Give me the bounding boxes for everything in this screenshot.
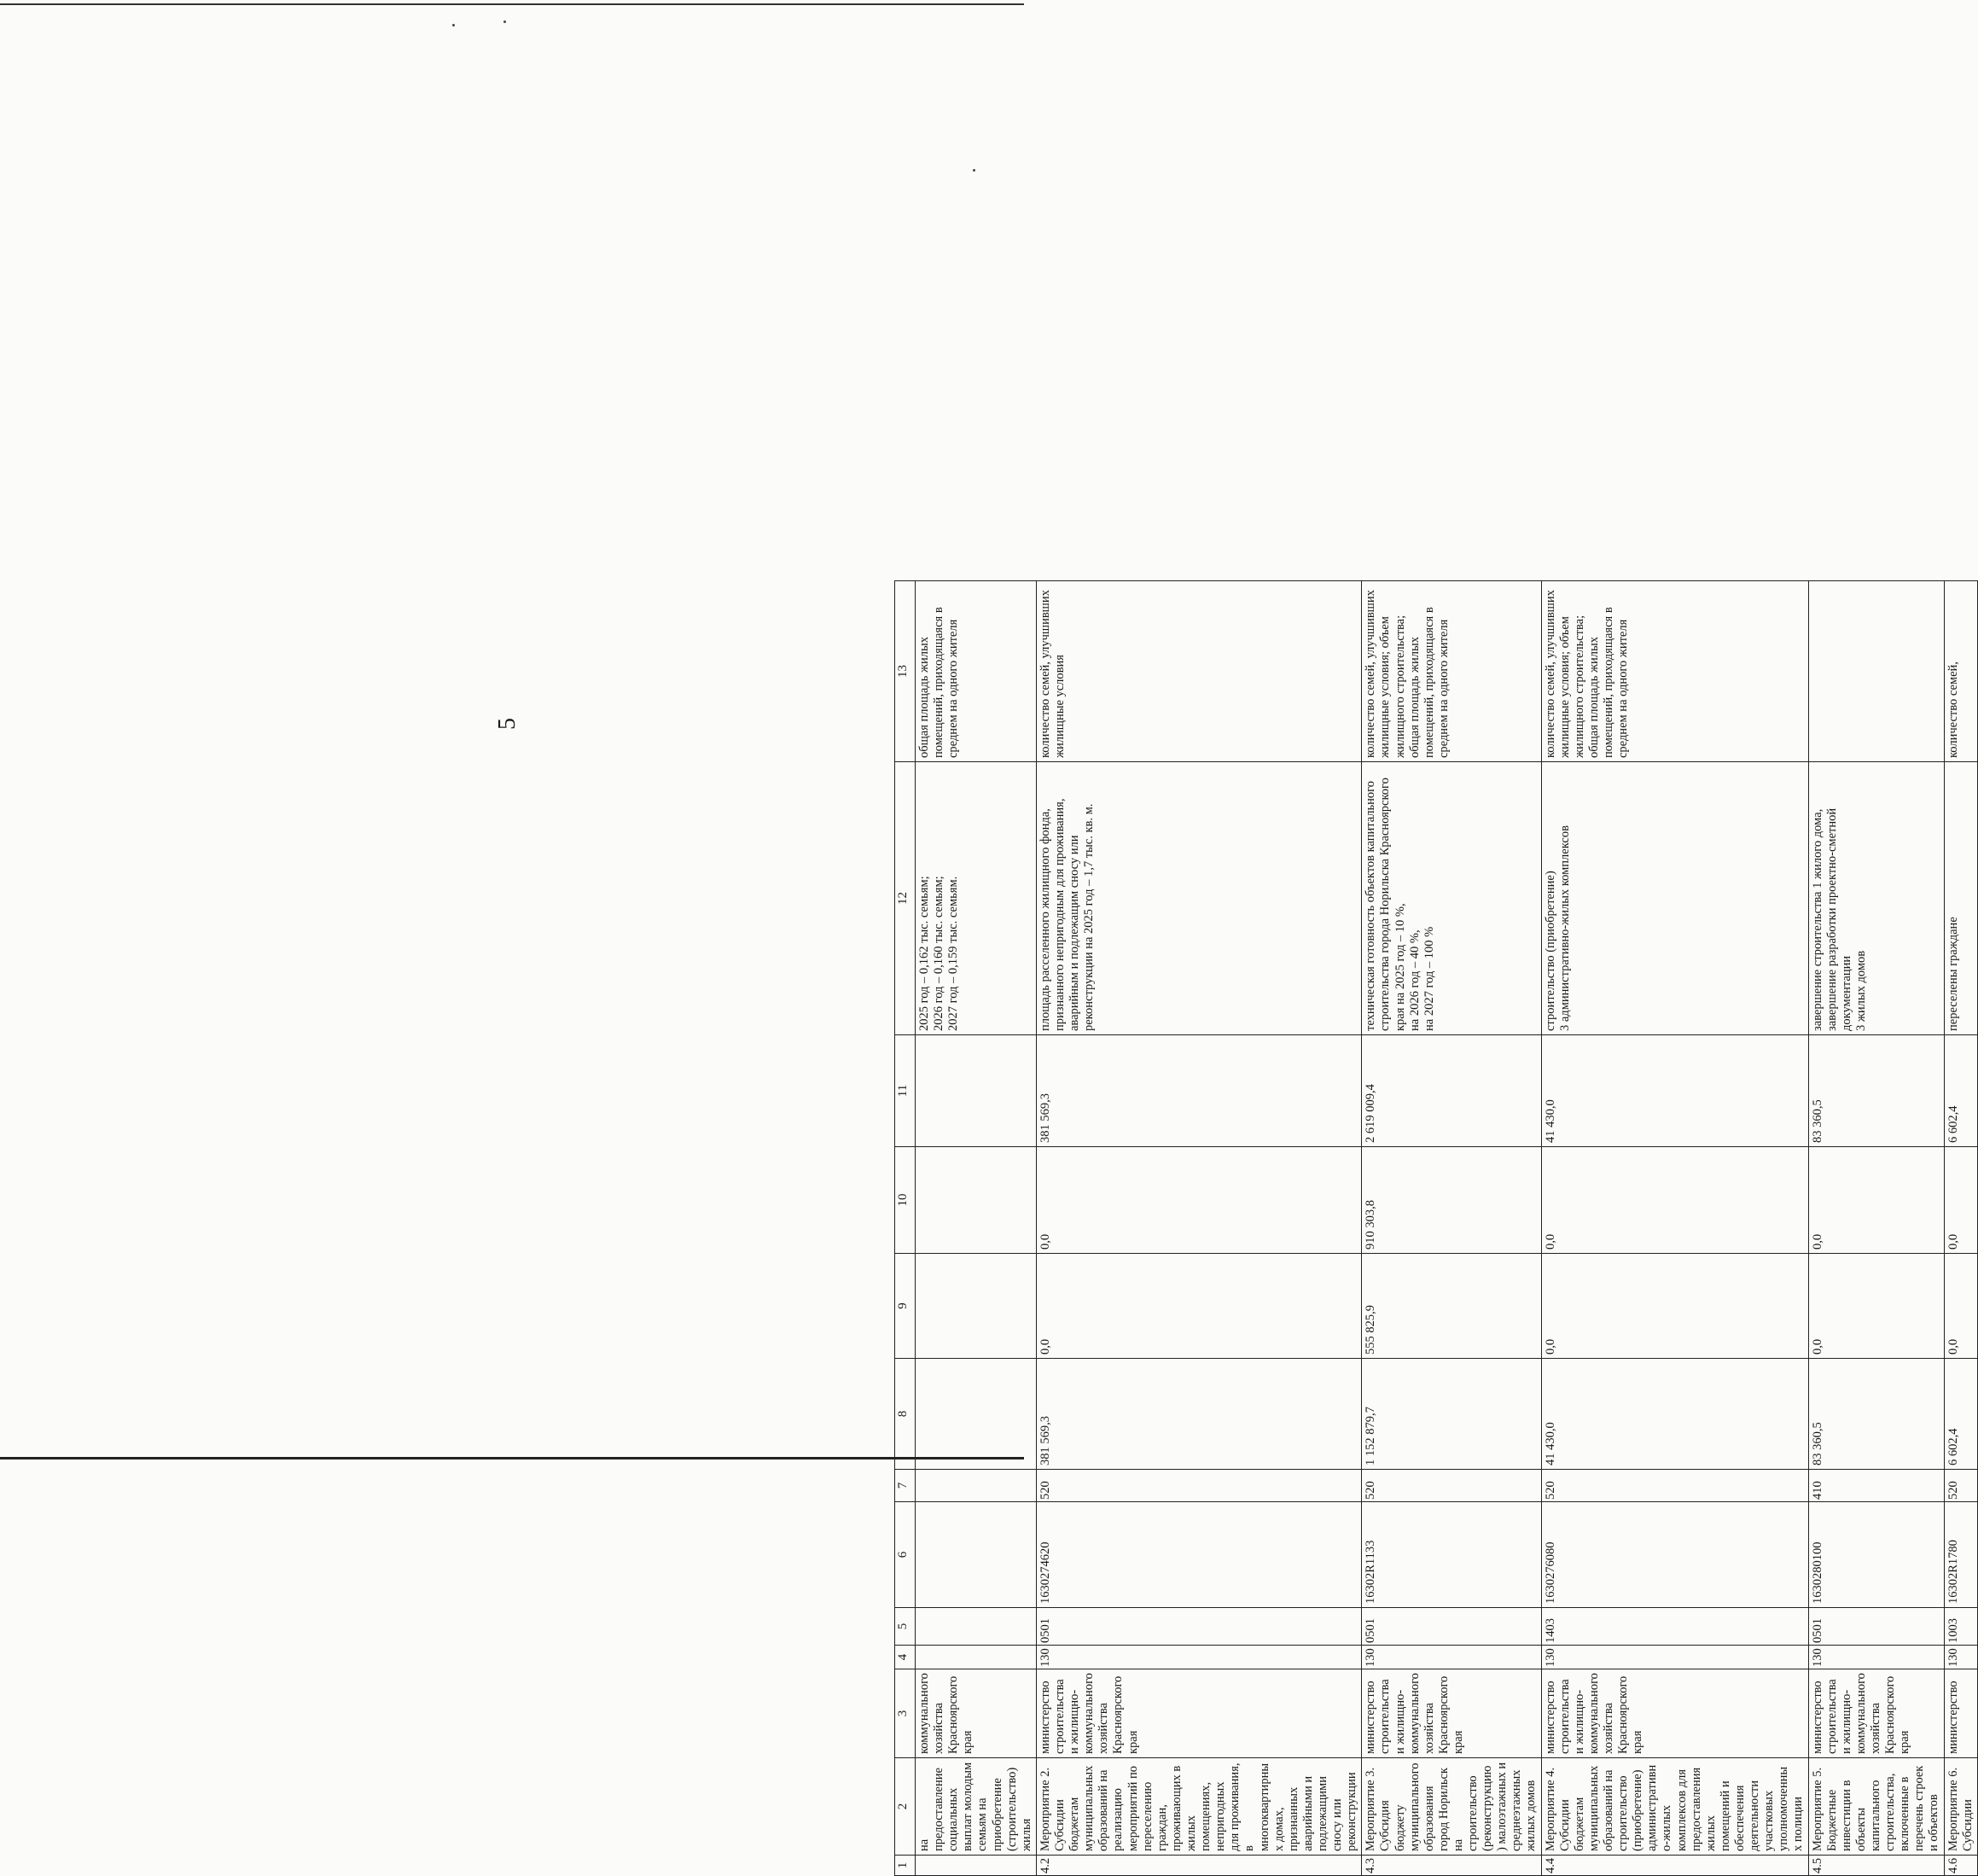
table-row [1036, 581, 1361, 1876]
column-number: 10 [895, 1147, 916, 1254]
row-number [916, 1856, 1037, 1876]
section-code: 1403 [1541, 1608, 1808, 1646]
column-number: 11 [895, 1035, 916, 1147]
budget-code: 130 [1036, 1646, 1361, 1669]
row-number: 4.6 [1944, 1856, 1977, 1876]
table-row [1362, 581, 1541, 1876]
amount-2027: 0,0 [1944, 1147, 1977, 1254]
expense-type-code: 410 [1808, 1470, 1944, 1502]
target-item-code: 16302R1780 [1944, 1502, 1977, 1608]
section-code [916, 1608, 1037, 1646]
amount-2026: 0,0 [1036, 1254, 1361, 1359]
column-number: 13 [895, 581, 916, 762]
section-code: 0501 [1036, 1608, 1361, 1646]
amount-2026: 0,0 [1541, 1254, 1808, 1359]
responsible-executor: министерство строительства и жилищно-коммунального хозяйства Красноярского края [1036, 1669, 1361, 1758]
section-code: 0501 [1362, 1608, 1541, 1646]
expense-type-code: 520 [1362, 1470, 1541, 1502]
program-table [894, 580, 1978, 1876]
expected-result: площадь расселенного жилищного фонда, признанного непригодным для проживания, аварийным и подлежащим сносу или реконструкции на 2025 год – 1,7 тыс. кв. м. [1036, 762, 1361, 1035]
column-number-row [895, 581, 916, 1876]
section-code: 1003 [1944, 1608, 1977, 1646]
budget-code: 130 [1808, 1646, 1944, 1669]
row-number: 4.3 [1362, 1856, 1541, 1876]
expense-type-code: 520 [1944, 1470, 1977, 1502]
target-item-code: 16302R1133 [1362, 1502, 1541, 1608]
measure-name: Мероприятие 5. Бюджетные инвестиции в объекты капитального строительства, включенные в перечень строек и объектов [1808, 1758, 1944, 1856]
amount-2026 [916, 1254, 1037, 1359]
measure-name: на предоставление социальных выплат молодым семьям на приобретение (строительство) жилья [916, 1758, 1037, 1856]
row-number: 4.5 [1808, 1856, 1944, 1876]
column-number: 3 [895, 1669, 916, 1758]
budget-code [916, 1646, 1037, 1669]
table-row [1808, 581, 1944, 1876]
measure-name: Мероприятие 4. Субсидии бюджетам муниципальных образований на строительство (приобретение) административно-жилых комплексов для предоставления жилых помещений и обеспечения деятельности участковых уполномоченных полиции [1541, 1758, 1808, 1856]
scan-speck [973, 169, 975, 172]
column-number: 7 [895, 1470, 916, 1502]
amount-2027 [916, 1147, 1037, 1254]
target-item-code: 1630280100 [1808, 1502, 1944, 1608]
amount-2025: 6 602,4 [1944, 1359, 1977, 1470]
column-number: 9 [895, 1254, 916, 1359]
expected-result: техническая готовность объектов капитального строительства города Норильска Красноярского края на 2025 год – 10 %, на 2026 год – 40 %, на 2027 год – 100 % [1362, 762, 1541, 1035]
amount-2027: 910 303,8 [1362, 1147, 1541, 1254]
amount-2027: 0,0 [1808, 1147, 1944, 1254]
amount-2026: 0,0 [1944, 1254, 1977, 1359]
indicator: количество семей, [1944, 581, 1977, 762]
indicator: количество семей, улучшивших жилищные условия [1036, 581, 1361, 762]
expense-type-code: 520 [1541, 1470, 1808, 1502]
responsible-executor: министерство строительства и жилищно-коммунального хозяйства Красноярского края [1362, 1669, 1541, 1758]
indicator: количество семей, улучшивших жилищные условия; объем жилищного строительства; общая площадь жилых помещений, приходящаяся в среднем на одного жителя [1541, 581, 1808, 762]
column-number: 1 [895, 1856, 916, 1876]
row-number: 4.2 [1036, 1856, 1361, 1876]
amount-2025: 1 152 879,7 [1362, 1359, 1541, 1470]
scan-top-edge [0, 3, 1024, 5]
amount-total [916, 1035, 1037, 1147]
budget-code: 130 [1541, 1646, 1808, 1669]
amount-2025: 83 360,5 [1808, 1359, 1944, 1470]
measure-name: Мероприятие 3. Субсидия бюджету муниципального образования город Норильск на строительство (реконструкцию) малоэтажных и среднеэтажных жилых домов [1362, 1758, 1541, 1856]
amount-total: 83 360,5 [1808, 1035, 1944, 1147]
column-number: 2 [895, 1758, 916, 1856]
responsible-executor: коммунального хозяйства Красноярского края [916, 1669, 1037, 1758]
amount-2026: 555 825,9 [1362, 1254, 1541, 1359]
scan-speck [452, 24, 455, 26]
page-number: 5 [494, 718, 521, 730]
program-table-rotated [894, 581, 1975, 1876]
column-number: 4 [895, 1646, 916, 1669]
row-number: 4.4 [1541, 1856, 1808, 1876]
amount-total: 6 602,4 [1944, 1035, 1977, 1147]
expense-type-code: 520 [1036, 1470, 1361, 1502]
amount-2026: 0,0 [1808, 1254, 1944, 1359]
indicator: общая площадь жилых помещений, приходящаяся в среднем на одного жителя [916, 581, 1037, 762]
indicator: количество семей, улучшивших жилищные условия; объем жилищного строительства; общая площадь жилых помещений, приходящаяся в среднем на одного жителя [1362, 581, 1541, 762]
amount-2027: 0,0 [1541, 1147, 1808, 1254]
expected-result: 2025 год – 0,162 тыс. семьям; 2026 год – 0,160 тыс. семьям; 2027 год – 0,159 тыс. семьям. [916, 762, 1037, 1035]
amount-total: 41 430,0 [1541, 1035, 1808, 1147]
responsible-executor: министерство [1944, 1669, 1977, 1758]
budget-code: 130 [1362, 1646, 1541, 1669]
column-number: 8 [895, 1359, 916, 1470]
table-row [1541, 581, 1808, 1876]
amount-total: 381 569,3 [1036, 1035, 1361, 1147]
column-number: 12 [895, 762, 916, 1035]
responsible-executor: министерство строительства и жилищно-коммунального хозяйства Красноярского края [1808, 1669, 1944, 1758]
budget-code: 130 [1944, 1646, 1977, 1669]
scan-bottom-edge [0, 1457, 1024, 1459]
column-number: 6 [895, 1502, 916, 1608]
target-item-code [916, 1502, 1037, 1608]
section-code: 0501 [1808, 1608, 1944, 1646]
scan-speck [503, 20, 506, 23]
expected-result: строительство (приобретение) 3 административно-жилых комплексов [1541, 762, 1808, 1035]
table-row [1944, 581, 1977, 1876]
amount-total: 2 619 009,4 [1362, 1035, 1541, 1147]
column-number: 5 [895, 1608, 916, 1646]
expense-type-code [916, 1470, 1037, 1502]
amount-2027: 0,0 [1036, 1147, 1361, 1254]
expected-result: завершение строительства 1 жилого дома, завершение разработки проектно-сметной документации 3 жилых домов [1808, 762, 1944, 1035]
responsible-executor: министерство строительства и жилищно-коммунального хозяйства Красноярского края [1541, 1669, 1808, 1758]
target-item-code: 1630276080 [1541, 1502, 1808, 1608]
indicator [1808, 581, 1944, 762]
target-item-code: 1630274620 [1036, 1502, 1361, 1608]
amount-2025: 41 430,0 [1541, 1359, 1808, 1470]
amount-2025 [916, 1359, 1037, 1470]
table-row [916, 581, 1037, 1876]
measure-name: Мероприятие 2. Субсидии бюджетам муниципальных образований на реализацию мероприятий по переселению граждан, проживающих в жилых помещениях, непригодных для проживания, в многоквартирных домах, признанных аварийными и подлежащими сносу или реконструкции [1036, 1758, 1361, 1856]
amount-2025: 381 569,3 [1036, 1359, 1361, 1470]
measure-name: Мероприятие 6. Субсидии [1944, 1758, 1977, 1856]
expected-result: переселены граждане [1944, 762, 1977, 1035]
